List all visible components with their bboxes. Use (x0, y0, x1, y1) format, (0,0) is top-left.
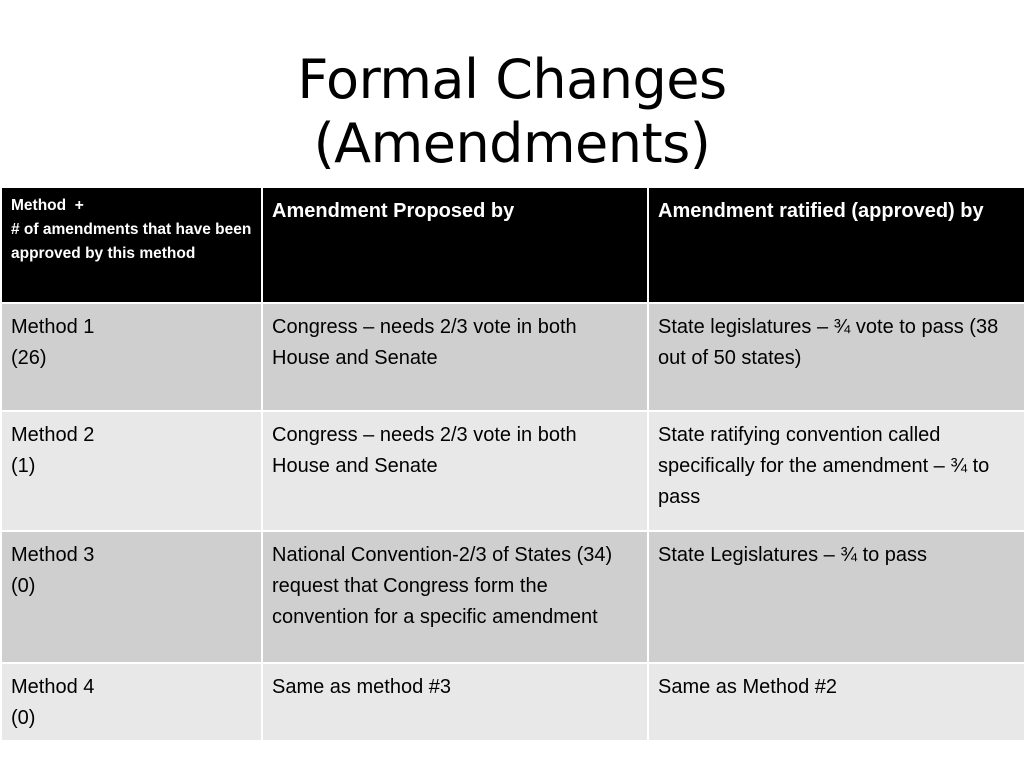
slide-title-line-1: Formal Changes (297, 48, 727, 112)
header-method-label: Method + (11, 197, 84, 214)
table-row-method-3 (1, 531, 1024, 663)
proposed-cell: National Convention-2/3 of States (34) request that Congress form the convention for a specific amendment (262, 531, 648, 663)
method-name: Method 4 (11, 676, 95, 698)
header-method-count-label: # of amendments that have been approved by this method (11, 221, 256, 262)
method-cell (1, 411, 262, 531)
method-count: (1) (11, 455, 36, 477)
table-header-row (1, 187, 1024, 303)
slide-title (0, 48, 1024, 176)
slide-title-line-2: (Amendments) (313, 112, 711, 176)
method-name: Method 3 (11, 544, 95, 566)
method-count: (26) (11, 347, 47, 369)
ratified-cell: State legislatures – ¾ vote to pass (38 out of 50 states) (648, 303, 1024, 411)
header-method (1, 187, 262, 303)
method-count: (0) (11, 575, 36, 597)
proposed-cell: Same as method #3 (262, 663, 648, 741)
proposed-cell: Congress – needs 2/3 vote in both House and Senate (262, 411, 648, 531)
method-cell (1, 303, 262, 411)
header-ratified: Amendment ratified (approved) by (648, 187, 1024, 303)
ratified-cell: State Legislatures – ¾ to pass (648, 531, 1024, 663)
table-row-method-1 (1, 303, 1024, 411)
header-proposed: Amendment Proposed by (262, 187, 648, 303)
method-name: Method 2 (11, 424, 95, 446)
amendment-methods-table (0, 186, 1024, 742)
ratified-cell: Same as Method #2 (648, 663, 1024, 741)
ratified-cell: State ratifying convention called specifically for the amendment – ¾ to pass (648, 411, 1024, 531)
method-cell (1, 531, 262, 663)
table-row-method-2 (1, 411, 1024, 531)
table-row-method-4 (1, 663, 1024, 741)
proposed-cell: Congress – needs 2/3 vote in both House and Senate (262, 303, 648, 411)
method-count: (0) (11, 707, 36, 729)
method-name: Method 1 (11, 316, 95, 338)
method-cell (1, 663, 262, 741)
